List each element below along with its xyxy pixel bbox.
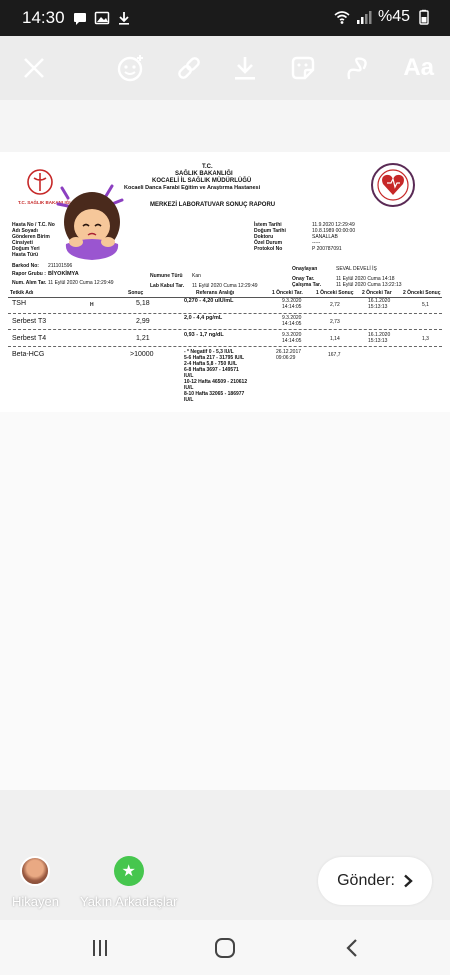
row-name: Beta-HCG (12, 351, 45, 358)
draw-button[interactable] (340, 50, 376, 86)
report-title: MERKEZİ LABORATUVAR SONUÇ RAPORU (150, 202, 276, 208)
recent-apps-button[interactable] (86, 934, 114, 962)
text-tool-button[interactable]: Aa (403, 54, 434, 81)
value-barkod: 211101596 (48, 263, 73, 269)
row-name: TSH (12, 300, 26, 307)
back-icon (345, 938, 359, 958)
star-icon: ★ (114, 856, 144, 886)
battery-text: %45 (377, 8, 410, 25)
label-lab-kabul: Lab Kabul Tar. (150, 283, 185, 289)
link-button[interactable] (171, 50, 207, 86)
logo-caption: T.C. SAĞLIK BAKANLIĞI (18, 200, 71, 205)
label-cinsiyet: Cinsiyeti (12, 240, 33, 246)
send-button[interactable] (318, 857, 432, 905)
col-onceki1-tar: 1 Önceki Tar. (272, 290, 303, 296)
send-label: Gönder: (337, 872, 395, 889)
value-istem-tarihi: 11.9.2020 12:29:49 (312, 222, 355, 228)
label-doktor: Doktoru (254, 234, 274, 240)
row-p1-date: 26.12.2017 (276, 349, 302, 355)
signal-icon (356, 9, 372, 25)
value-rapor-grubu: BİYOKİMYA (48, 271, 79, 277)
col-sonuc: Sonuç (128, 290, 144, 296)
value-onaylayan: SEVAL DEVELİ İŞ (336, 266, 377, 272)
row-p2-time: 15:13:13 (368, 304, 388, 310)
row-p1-date: 9.3.2020 (282, 315, 302, 321)
wifi-icon (334, 9, 350, 25)
label-dogum-tarihi: Doğum Tarihi (254, 228, 286, 234)
value-protokol: P 200787091 (312, 246, 342, 252)
status-time: 14:30 (22, 8, 65, 27)
ministry-logo-icon (24, 168, 56, 198)
row-ref: 2,0 - 4,4 pg/mL (184, 315, 223, 321)
label-num-alim: Num. Alım Tar. (12, 280, 47, 286)
hcg-ref-line: IU/L (184, 385, 194, 391)
label-istem-tarihi: İstem Tarihi (254, 222, 282, 228)
label-hasta-turu: Hasta Türü (12, 252, 39, 258)
status-right (334, 8, 432, 26)
label-gonderen: Gönderen Birim (12, 234, 50, 240)
col-referans: Referans Aralığı (196, 290, 235, 296)
label-dogum-yeri: Doğum Yeri (12, 246, 40, 252)
row-result: 1,21 (136, 335, 150, 342)
hcg-ref-line: 2-4 Hafta 5,8 - 750 IU/L (184, 361, 238, 367)
hcg-ref-line: IU/L (184, 397, 194, 403)
row-result: 5,18 (136, 300, 150, 307)
hcg-ref-line: 6-8 Hafta 3697 - 149571 (184, 367, 239, 373)
effects-button[interactable] (113, 50, 149, 86)
row-result: 2,99 (136, 318, 150, 325)
row-divider (8, 346, 442, 347)
download-button[interactable] (227, 50, 263, 86)
row-p2-date: 16.1.2020 (368, 298, 391, 304)
header-hospital: Kocaeli Danca Farabi Eğitim ve Araştırma Hastanesi (124, 185, 261, 191)
story-share-button[interactable] (12, 856, 59, 909)
label-adi-soyadi: Adı Soyadı (12, 228, 38, 234)
row-p2-result: 1,3 (422, 336, 429, 342)
hcg-ref-line: 10-12 Hafta 46509 - 210612 (184, 379, 248, 385)
hcg-ref-line: 8-10 Hafta 32065 - 186977 (184, 391, 245, 397)
header-directorate: KOCAELİ İL SAĞLIK MÜDÜRLÜĞÜ (152, 178, 252, 184)
lab-report-document (0, 152, 450, 412)
link-icon (175, 54, 203, 82)
label-numune: Numune Türü (150, 273, 183, 279)
back-button[interactable] (338, 934, 366, 962)
row-p1-time: 14:14:05 (282, 338, 302, 344)
close-friends-button[interactable] (80, 856, 177, 909)
row-p1-time: 14:14:05 (282, 304, 302, 310)
row-p2-time: 15:13:13 (368, 338, 388, 344)
photo-empty-area (0, 412, 450, 790)
hcg-ref-line: 5-6 Hafta 217 - 31795 IU/L (184, 355, 245, 361)
col-onceki2-tar: 2 Önceki Tar (362, 290, 392, 296)
row-result: >10000 (130, 351, 154, 358)
value-onay-tar: 11 Eylül 2020 Cuma 14:18 (336, 276, 395, 282)
row-p1-result: 2,73 (330, 319, 340, 325)
label-hasta-no: Hasta No / T.C. No (12, 222, 55, 228)
row-flag: H (90, 302, 94, 308)
col-onceki2-sonuc: 2 Önceki Sonuç (403, 290, 441, 296)
row-ref: 0,93 - 1,7 ng/dL (184, 332, 224, 338)
value-doktor: SANALLAB (312, 234, 338, 240)
face-effects-icon (116, 53, 146, 83)
label-protokol: Protokol No (254, 246, 283, 252)
col-onceki1-sonuc: 1 Önceki Sonuç (316, 290, 354, 296)
editor-toolbar (0, 36, 450, 100)
battery-icon (416, 9, 432, 25)
value-lab-kabul: 11 Eylül 2020 Cuma 12:29:49 (192, 283, 258, 289)
label-onay-tar: Onay Tar. (292, 276, 315, 282)
value-numune: Kan (192, 273, 201, 279)
row-name: Serbest T4 (12, 335, 47, 342)
row-p1-date: 9.3.2020 (282, 298, 302, 304)
row-p1-date: 9.3.2020 (282, 332, 302, 338)
row-p1-time: 09:06:29 (276, 355, 296, 361)
row-p1-result: 1,14 (330, 336, 340, 342)
download-icon (116, 10, 132, 26)
col-tetkik: Tetkik Adı (10, 290, 34, 296)
header-tc: T.C. (202, 164, 213, 170)
row-p1-result: 167,7 (328, 352, 341, 358)
sticker-button[interactable] (285, 50, 321, 86)
value-dogum-tarihi: 10.8.1989 00:00:00 (312, 228, 356, 234)
row-p1-time: 14:14:05 (282, 321, 302, 327)
row-ref: 0,270 - 4,20 uIU/mL (184, 298, 234, 304)
download-icon (231, 54, 259, 82)
value-calisma-tar: 11 Eylül 2020 Cuma 13:22:13 (336, 282, 402, 288)
close-button[interactable] (16, 50, 52, 86)
hcg-ref-line: IU/L (184, 373, 194, 379)
message-icon (72, 10, 88, 26)
value-ozel-durum: ----- (312, 240, 321, 246)
gallery-icon (94, 10, 110, 26)
row-p2-result: 5,1 (422, 302, 429, 308)
girl-sticker-icon (56, 182, 128, 262)
row-divider (8, 329, 442, 330)
notification-icons (72, 10, 132, 26)
row-p1-result: 2,72 (330, 302, 340, 308)
close-icon (22, 56, 46, 80)
row-name: Serbest T3 (12, 318, 47, 325)
header-ministry: SAĞLIK BAKANLIĞI (175, 171, 233, 177)
story-label: Hikayen (12, 894, 59, 909)
system-nav-bar (0, 920, 450, 975)
label-barkod: Barkod No: (12, 263, 39, 269)
value-num-alim: 11 Eylül 2020 Cuma 12:29:49 (48, 280, 114, 286)
hospital-logo-icon (370, 162, 416, 208)
home-button[interactable] (211, 934, 239, 962)
home-icon (214, 937, 236, 959)
label-ozel-durum: Özel Durum (254, 240, 283, 246)
row-ref: - * Negatif 0 - 5,3 IU/L (184, 349, 234, 355)
avatar (20, 856, 50, 886)
row-p2-date: 16.1.2020 (368, 332, 391, 338)
label-onaylayan: Onaylayan (292, 266, 318, 272)
label-rapor-grubu: Rapor Grubu : (12, 271, 46, 277)
status-bar (0, 0, 450, 36)
row-divider (8, 313, 442, 314)
label-calisma-tar: Çalışma Tar. (292, 282, 322, 288)
close-friends-label: Yakın Arkadaşlar (80, 894, 178, 909)
recent-apps-icon (90, 939, 110, 957)
chevron-right-icon (403, 874, 413, 888)
sticker-icon (289, 54, 317, 82)
squiggle-draw-icon (344, 54, 372, 82)
